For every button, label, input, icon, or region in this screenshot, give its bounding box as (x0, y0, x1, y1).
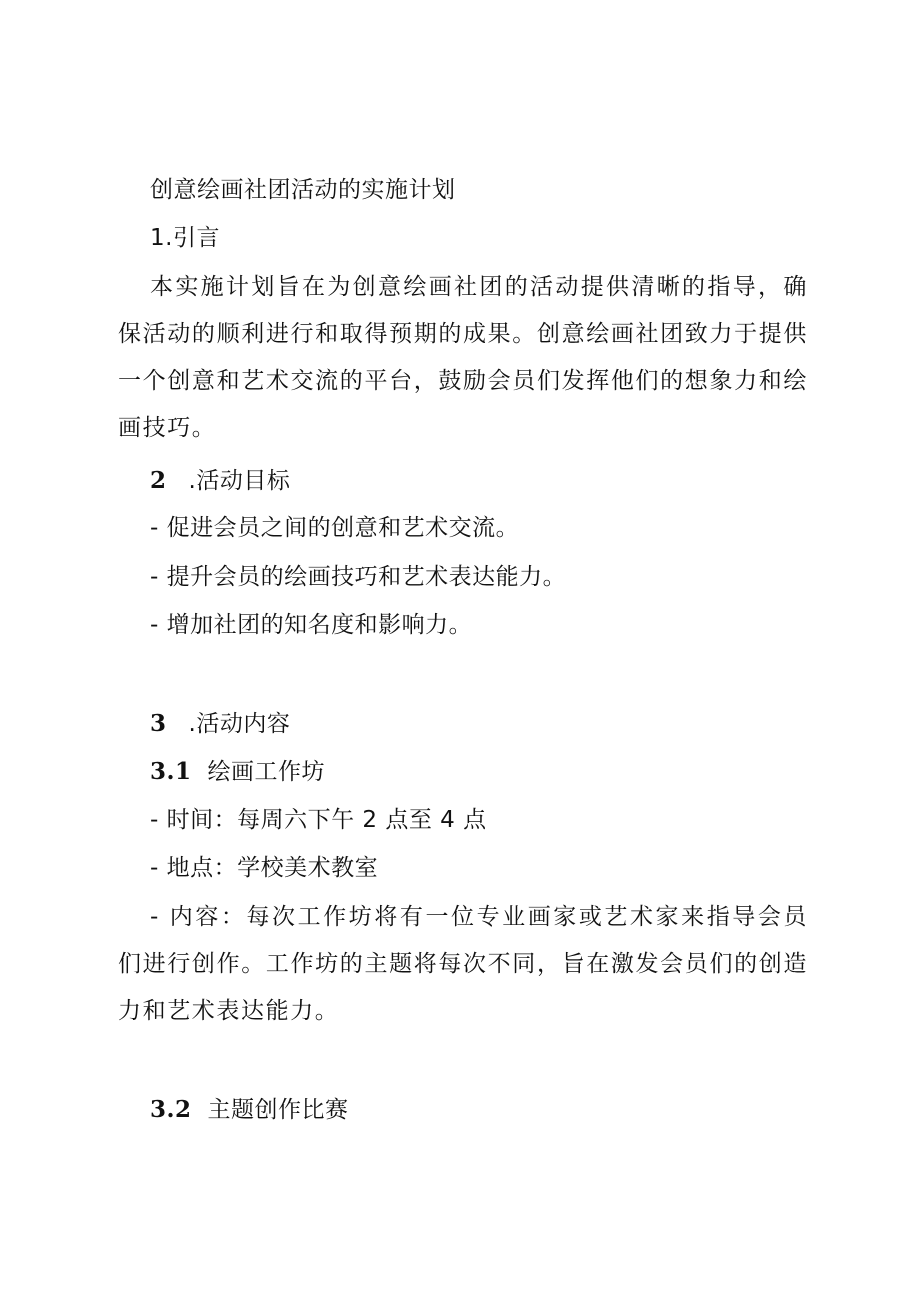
workshop-time: - 时间：每周六下午 2 点至 4 点 (150, 807, 487, 833)
section-1-paragraph: 本实施计划旨在为创意绘画社团的活动提供清晰的指导，确保活动的顺利进行和取得预期的成果。创意绘画社团致力于提供一个创意和艺术交流的平台，鼓励会员们发挥他们的想象力和绘画技巧。 (118, 274, 808, 441)
workshop-content: - 内容：每次工作坊将有一位专业画家或艺术家来指导会员们进行创作。工作坊的主题将每次不同，旨在激发会员们的创造力和艺术表达能力。 (118, 904, 808, 1024)
document-title: 创意绘画社团活动的实施计划 (150, 177, 456, 203)
section-1-heading: 1.引言 (150, 225, 220, 251)
subsection-3-2-title: 主题创作比赛 (207, 1097, 349, 1123)
workshop-place: - 地点：学校美术教室 (150, 855, 379, 881)
subsection-3-1-title: 绘画工作坊 (207, 759, 326, 785)
section-2-number: 2 (150, 467, 167, 494)
goal-item-1: - 促进会员之间的创意和艺术交流。 (150, 515, 520, 541)
section-2-title: .活动目标 (188, 468, 291, 494)
subsection-3-1-heading (150, 757, 325, 787)
subsection-3-2-number: 3.2 (150, 1096, 192, 1123)
subsection-3-1-number: 3.1 (150, 758, 192, 785)
goal-item-3: - 增加社团的知名度和影响力。 (150, 612, 473, 638)
goal-item-2: - 提升会员的绘画技巧和艺术表达能力。 (150, 564, 567, 590)
subsection-3-2-heading (150, 1095, 349, 1125)
section-3-heading (150, 709, 290, 739)
section-3-number: 3 (150, 710, 167, 737)
section-3-title: .活动内容 (188, 711, 291, 737)
section-2-heading (150, 466, 290, 496)
